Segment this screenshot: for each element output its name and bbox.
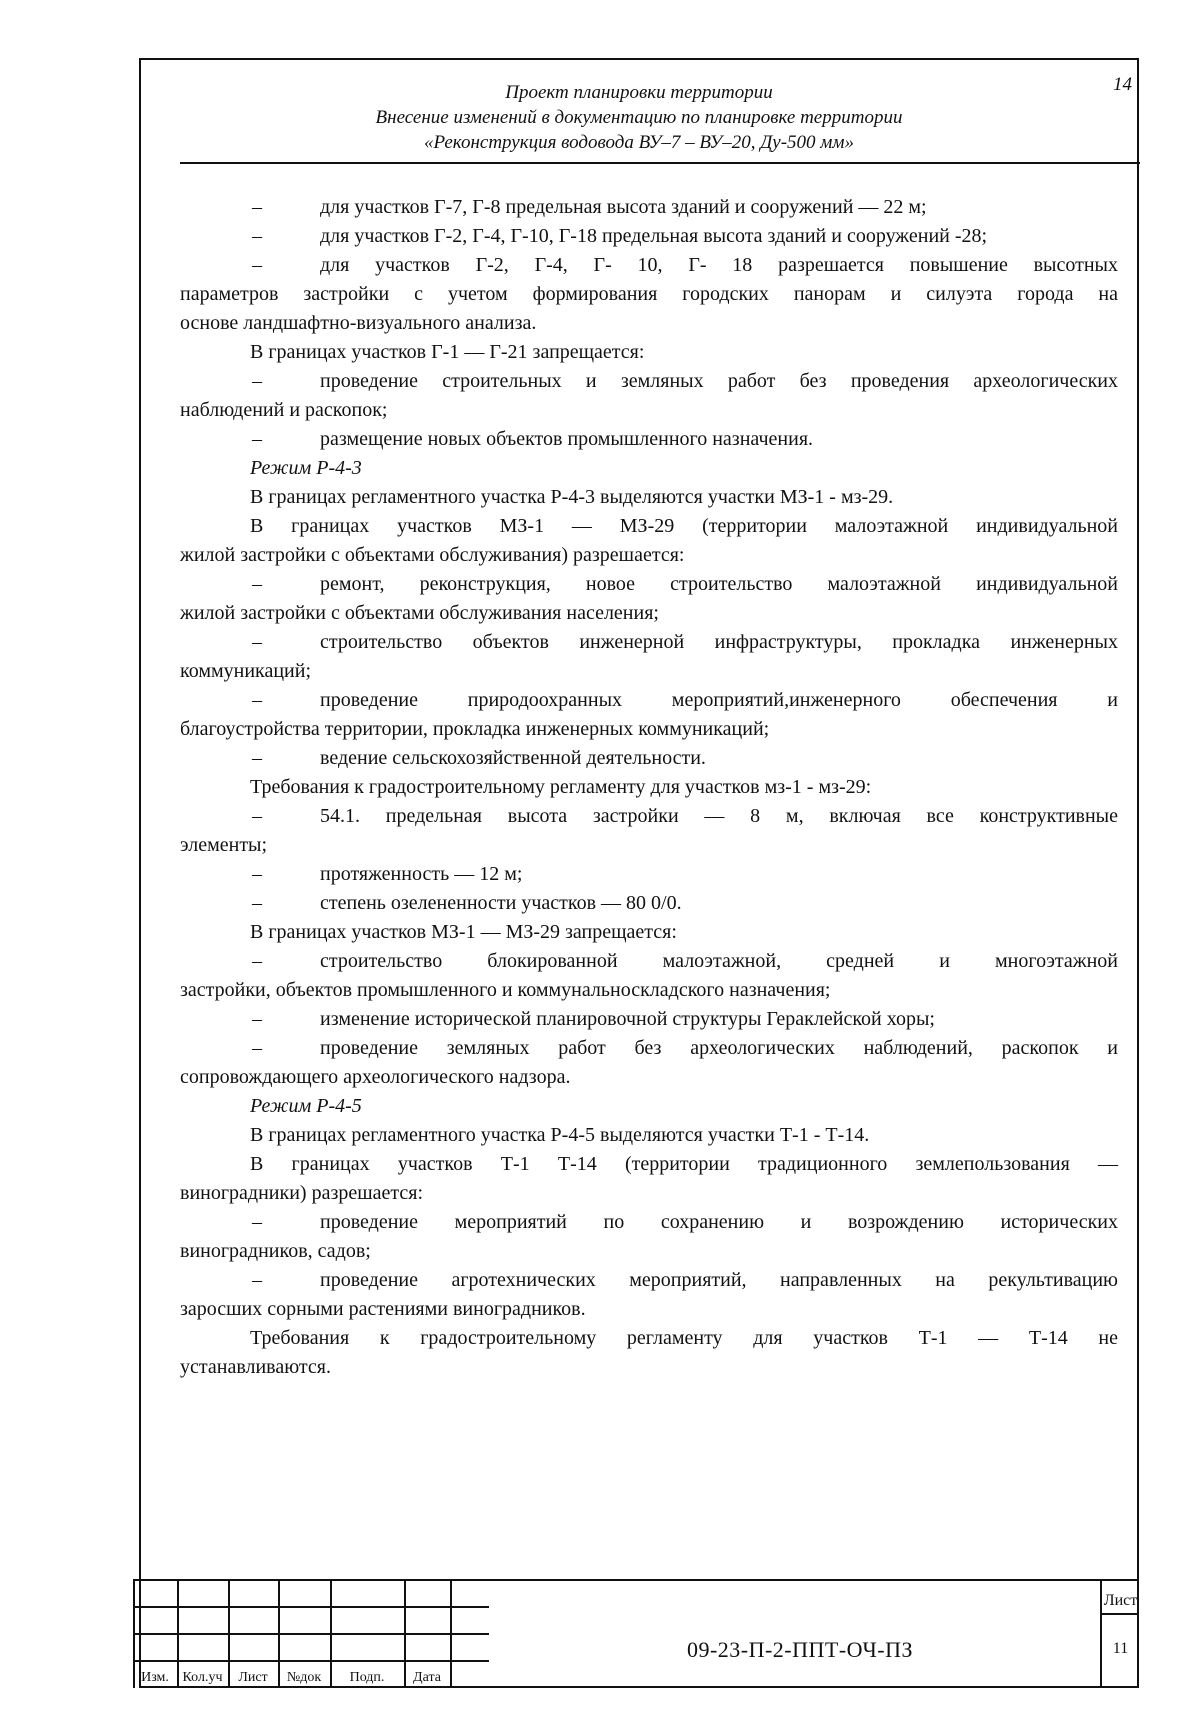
regime-heading: Режим Р-4-3 [250,457,362,479]
paragraph-line: виноградников, садов; [180,1240,371,1262]
list-item-text: проведение земляных работ без археологических наблюдений, раскопок и [320,1037,1118,1059]
list-item-text: 54.1. предельная высота застройки — 8 м, включая все конструктивные [320,805,1118,827]
list-item-text: проведение мероприятий по сохранению и возрождению исторических [320,1211,1118,1233]
paragraph-line: В границах участков МЗ-1 — МЗ-29 (территории малоэтажной индивидуальной [250,515,1118,537]
paragraph-line: благоустройства территории, прокладка инженерных коммуникаций; [180,718,770,740]
col-header-podp: Подп. [349,1670,385,1685]
list-item-text: для участков Г-2, Г-4, Г- 10, Г- 18 разрешается повышение высотных [320,254,1118,276]
list-dash: – [252,892,262,914]
paragraph-line: устанавливаются. [180,1356,331,1378]
list-item-text: ведение сельскохозяйственной деятельности. [320,747,706,769]
list-item-text: проведение строительных и земляных работ без проведения археологических [320,370,1118,392]
paragraph-line: параметров застройки с учетом формирования городских панорам и силуэта города на [180,283,1118,305]
paragraph-line: коммуникаций; [180,660,311,682]
paragraph-line: Требования к градостроительному регламенту для участков Т-1 — Т-14 не [250,1327,1118,1349]
list-dash: – [252,950,262,972]
list-item-text: размещение новых объектов промышленного назначения. [320,428,814,450]
document-header [180,80,1098,155]
sheet-label: Лист [1103,1592,1138,1609]
paragraph-line: виноградники) разрешается: [180,1182,424,1204]
col-header-izm: Изм. [141,1670,169,1685]
list-item-text: строительство блокированной малоэтажной, средней и многоэтажной [320,950,1118,972]
list-dash: – [252,863,262,885]
list-item-text: строительство объектов инженерной инфраструктуры, прокладка инженерных [320,631,1118,653]
list-dash: – [252,805,262,827]
list-dash: – [252,1269,262,1291]
grid-row-line [133,1660,489,1662]
paragraph-line: В границах участков Г-1 — Г-21 запрещается: [250,341,645,363]
paragraph-line: сопровождающего археологического надзора. [180,1066,571,1088]
list-dash: – [252,573,262,595]
list-item-text: проведение агротехнических мероприятий, направленных на рекультивацию [320,1269,1118,1291]
header-line-2: Внесение изменений в документацию по планировке территории [375,107,903,128]
paragraph-line: В границах регламентного участка Р-4-3 выделяются участки МЗ-1 - мз-29. [250,486,894,508]
list-dash: – [252,1211,262,1233]
grid-col-line [450,1579,452,1688]
paragraph-line: В границах участков Т-1 Т-14 (территории традиционного землепользования — [250,1153,1118,1175]
col-header-ndok: №док [286,1670,322,1685]
col-header-data: Дата [413,1670,441,1685]
paragraph-line: жилой застройки с объектами обслуживания) разрешается: [180,544,685,566]
list-item-text: протяженность — 12 м; [320,863,523,885]
paragraph-line: элементы; [180,834,268,856]
header-divider [180,162,1140,164]
list-dash: – [252,747,262,769]
document-code: 09-23-П-2-ППТ-ОЧ-ПЗ [686,1637,914,1662]
list-dash: – [252,196,262,218]
list-item-text: степень озелененности участков — 80 0/0. [320,892,682,914]
paragraph-line: заросших сорными растениями виноградников. [180,1298,586,1320]
paragraph-line: Требования к градостроительному регламенту для участков мз-1 - мз-29: [250,776,872,798]
list-dash: – [252,254,262,276]
title-block-top-border [133,1579,1139,1581]
title-block [133,1579,1139,1688]
paragraph-line: основе ландшафтно-визуального анализа. [180,312,537,334]
page-number: 14 [1113,74,1132,95]
list-item-text: проведение природоохранных мероприятий,инженерного обеспечения и [320,689,1118,711]
regime-heading: Режим Р-4-5 [250,1095,362,1117]
header-line-1: Проект планировки территории [505,82,773,103]
list-item-text: ремонт, реконструкция, новое строительство малоэтажной индивидуальной [320,573,1118,595]
header-line-3: «Реконструкция водовода ВУ–7 – ВУ–20, Ду-500 мм» [423,132,855,153]
paragraph-line: наблюдений и раскопок; [180,399,388,421]
col-header-list: Лист [238,1670,268,1685]
paragraph-line: В границах участков МЗ-1 — МЗ-29 запрещается: [250,921,677,943]
list-item-text: изменение исторической планировочной структуры Гераклейской хоры; [320,1008,935,1030]
paragraph-line: застройки, объектов промышленного и коммунальноскладского назначения; [180,979,831,1001]
list-dash: – [252,1008,262,1030]
list-dash: – [252,689,262,711]
list-dash: – [252,225,262,247]
list-item-text: для участков Г-7, Г-8 предельная высота зданий и сооружений — 22 м; [320,196,927,218]
list-dash: – [252,1037,262,1059]
list-dash: – [252,631,262,653]
col-header-kol-uch: Кол.уч [182,1670,223,1685]
sheet-column-divider [1100,1613,1139,1615]
sheet-number: 11 [1112,1640,1129,1657]
paragraph-line: В границах регламентного участка Р-4-5 выделяются участки Т-1 - Т-14. [250,1124,870,1146]
grid-row-line [133,1606,489,1608]
list-dash: – [252,428,262,450]
list-dash: – [252,370,262,392]
grid-row-line [133,1633,489,1635]
paragraph-line: жилой застройки с объектами обслуживания населения; [180,602,659,624]
list-item-text: для участков Г-2, Г-4, Г-10, Г-18 предельная высота зданий и сооружений -28; [320,225,988,247]
